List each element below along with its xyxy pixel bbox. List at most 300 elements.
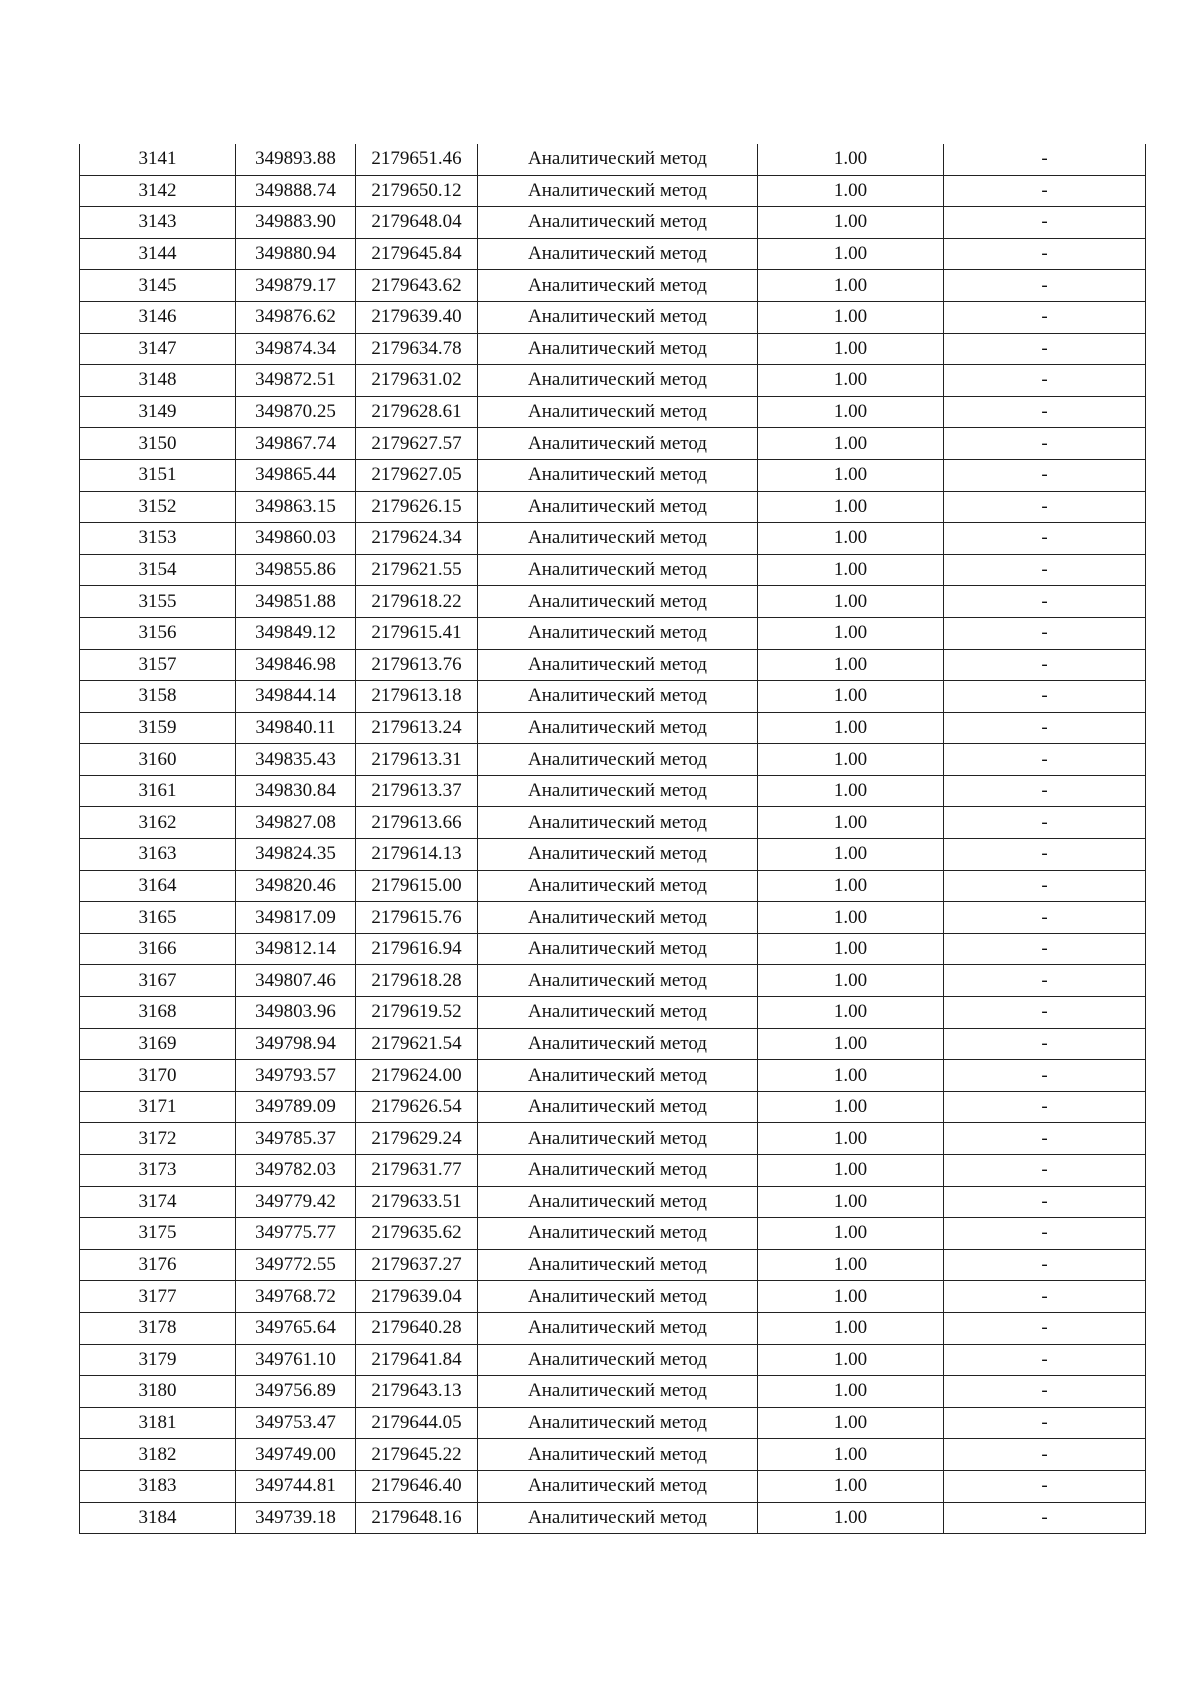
- method-cell: Аналитический метод: [478, 1439, 758, 1471]
- accuracy-cell: 1.00: [758, 870, 944, 902]
- note-cell: -: [944, 396, 1146, 428]
- point-number-cell: 3172: [80, 1123, 236, 1155]
- method-cell: Аналитический метод: [478, 1312, 758, 1344]
- accuracy-cell: 1.00: [758, 1344, 944, 1376]
- x-coordinate-cell: 349883.90: [236, 207, 356, 239]
- x-coordinate-cell: 349865.44: [236, 459, 356, 491]
- note-cell: -: [944, 744, 1146, 776]
- x-coordinate-cell: 349893.88: [236, 144, 356, 175]
- method-cell: Аналитический метод: [478, 1123, 758, 1155]
- table-row: [80, 1281, 1146, 1313]
- x-coordinate-cell: 349782.03: [236, 1155, 356, 1187]
- y-coordinate-cell: 2179613.66: [356, 807, 478, 839]
- accuracy-cell: 1.00: [758, 175, 944, 207]
- note-cell: -: [944, 839, 1146, 871]
- point-number-cell: 3142: [80, 175, 236, 207]
- y-coordinate-cell: 2179645.84: [356, 238, 478, 270]
- method-cell: Аналитический метод: [478, 459, 758, 491]
- accuracy-cell: 1.00: [758, 144, 944, 175]
- x-coordinate-cell: 349789.09: [236, 1091, 356, 1123]
- table-row: [80, 1249, 1146, 1281]
- method-cell: Аналитический метод: [478, 238, 758, 270]
- point-number-cell: 3149: [80, 396, 236, 428]
- accuracy-cell: 1.00: [758, 1470, 944, 1502]
- method-cell: Аналитический метод: [478, 396, 758, 428]
- x-coordinate-cell: 349888.74: [236, 175, 356, 207]
- accuracy-cell: 1.00: [758, 744, 944, 776]
- x-coordinate-cell: 349849.12: [236, 617, 356, 649]
- table-row: [80, 902, 1146, 934]
- y-coordinate-cell: 2179634.78: [356, 333, 478, 365]
- method-cell: Аналитический метод: [478, 933, 758, 965]
- note-cell: -: [944, 1344, 1146, 1376]
- x-coordinate-cell: 349744.81: [236, 1470, 356, 1502]
- point-number-cell: 3174: [80, 1186, 236, 1218]
- point-number-cell: 3173: [80, 1155, 236, 1187]
- x-coordinate-cell: 349867.74: [236, 428, 356, 460]
- y-coordinate-cell: 2179615.00: [356, 870, 478, 902]
- x-coordinate-cell: 349812.14: [236, 933, 356, 965]
- table-row: [80, 1218, 1146, 1250]
- method-cell: Аналитический метод: [478, 428, 758, 460]
- table-row: [80, 681, 1146, 713]
- x-coordinate-cell: 349756.89: [236, 1376, 356, 1408]
- note-cell: -: [944, 1155, 1146, 1187]
- table-row: [80, 365, 1146, 397]
- x-coordinate-cell: 349880.94: [236, 238, 356, 270]
- table-row: [80, 1312, 1146, 1344]
- x-coordinate-cell: 349824.35: [236, 839, 356, 871]
- y-coordinate-cell: 2179645.22: [356, 1439, 478, 1471]
- method-cell: Аналитический метод: [478, 744, 758, 776]
- accuracy-cell: 1.00: [758, 775, 944, 807]
- y-coordinate-cell: 2179648.16: [356, 1502, 478, 1534]
- table-row: [80, 1060, 1146, 1092]
- x-coordinate-cell: 349798.94: [236, 1028, 356, 1060]
- table-row: [80, 207, 1146, 239]
- y-coordinate-cell: 2179631.77: [356, 1155, 478, 1187]
- y-coordinate-cell: 2179640.28: [356, 1312, 478, 1344]
- accuracy-cell: 1.00: [758, 649, 944, 681]
- method-cell: Аналитический метод: [478, 1249, 758, 1281]
- y-coordinate-cell: 2179643.62: [356, 270, 478, 302]
- point-number-cell: 3145: [80, 270, 236, 302]
- x-coordinate-cell: 349793.57: [236, 1060, 356, 1092]
- table-row: [80, 238, 1146, 270]
- note-cell: -: [944, 207, 1146, 239]
- accuracy-cell: 1.00: [758, 807, 944, 839]
- note-cell: -: [944, 933, 1146, 965]
- accuracy-cell: 1.00: [758, 270, 944, 302]
- point-number-cell: 3148: [80, 365, 236, 397]
- y-coordinate-cell: 2179650.12: [356, 175, 478, 207]
- x-coordinate-cell: 349807.46: [236, 965, 356, 997]
- x-coordinate-cell: 349785.37: [236, 1123, 356, 1155]
- accuracy-cell: 1.00: [758, 554, 944, 586]
- point-number-cell: 3171: [80, 1091, 236, 1123]
- note-cell: -: [944, 238, 1146, 270]
- note-cell: -: [944, 965, 1146, 997]
- accuracy-cell: 1.00: [758, 1091, 944, 1123]
- x-coordinate-cell: 349855.86: [236, 554, 356, 586]
- x-coordinate-cell: 349874.34: [236, 333, 356, 365]
- x-coordinate-cell: 349779.42: [236, 1186, 356, 1218]
- table-row: [80, 428, 1146, 460]
- note-cell: -: [944, 681, 1146, 713]
- point-number-cell: 3143: [80, 207, 236, 239]
- method-cell: Аналитический метод: [478, 270, 758, 302]
- table-row: [80, 1344, 1146, 1376]
- table-row: [80, 997, 1146, 1029]
- point-number-cell: 3167: [80, 965, 236, 997]
- table-row: [80, 870, 1146, 902]
- table-row: [80, 396, 1146, 428]
- note-cell: -: [944, 428, 1146, 460]
- x-coordinate-cell: 349876.62: [236, 301, 356, 333]
- note-cell: -: [944, 1439, 1146, 1471]
- point-number-cell: 3158: [80, 681, 236, 713]
- accuracy-cell: 1.00: [758, 1502, 944, 1534]
- table-row: [80, 617, 1146, 649]
- point-number-cell: 3162: [80, 807, 236, 839]
- y-coordinate-cell: 2179613.76: [356, 649, 478, 681]
- x-coordinate-cell: 349879.17: [236, 270, 356, 302]
- accuracy-cell: 1.00: [758, 491, 944, 523]
- x-coordinate-cell: 349830.84: [236, 775, 356, 807]
- method-cell: Аналитический метод: [478, 1376, 758, 1408]
- point-number-cell: 3165: [80, 902, 236, 934]
- x-coordinate-cell: 349753.47: [236, 1407, 356, 1439]
- coordinates-table: [79, 144, 1146, 1534]
- y-coordinate-cell: 2179613.24: [356, 712, 478, 744]
- table-row: [80, 1407, 1146, 1439]
- note-cell: -: [944, 649, 1146, 681]
- y-coordinate-cell: 2179633.51: [356, 1186, 478, 1218]
- method-cell: Аналитический метод: [478, 1470, 758, 1502]
- accuracy-cell: 1.00: [758, 207, 944, 239]
- accuracy-cell: 1.00: [758, 997, 944, 1029]
- note-cell: -: [944, 1218, 1146, 1250]
- method-cell: Аналитический метод: [478, 839, 758, 871]
- method-cell: Аналитический метод: [478, 1218, 758, 1250]
- table-row: [80, 649, 1146, 681]
- note-cell: -: [944, 1470, 1146, 1502]
- accuracy-cell: 1.00: [758, 396, 944, 428]
- note-cell: -: [944, 491, 1146, 523]
- method-cell: Аналитический метод: [478, 365, 758, 397]
- table-row: [80, 1439, 1146, 1471]
- point-number-cell: 3163: [80, 839, 236, 871]
- note-cell: -: [944, 1028, 1146, 1060]
- point-number-cell: 3178: [80, 1312, 236, 1344]
- method-cell: Аналитический метод: [478, 491, 758, 523]
- note-cell: -: [944, 175, 1146, 207]
- x-coordinate-cell: 349772.55: [236, 1249, 356, 1281]
- accuracy-cell: 1.00: [758, 1218, 944, 1250]
- point-number-cell: 3156: [80, 617, 236, 649]
- y-coordinate-cell: 2179615.76: [356, 902, 478, 934]
- y-coordinate-cell: 2179627.57: [356, 428, 478, 460]
- method-cell: Аналитический метод: [478, 649, 758, 681]
- point-number-cell: 3184: [80, 1502, 236, 1534]
- note-cell: -: [944, 775, 1146, 807]
- method-cell: Аналитический метод: [478, 1060, 758, 1092]
- y-coordinate-cell: 2179621.54: [356, 1028, 478, 1060]
- accuracy-cell: 1.00: [758, 365, 944, 397]
- y-coordinate-cell: 2179626.54: [356, 1091, 478, 1123]
- y-coordinate-cell: 2179619.52: [356, 997, 478, 1029]
- note-cell: -: [944, 301, 1146, 333]
- x-coordinate-cell: 349761.10: [236, 1344, 356, 1376]
- x-coordinate-cell: 349863.15: [236, 491, 356, 523]
- method-cell: Аналитический метод: [478, 712, 758, 744]
- method-cell: Аналитический метод: [478, 617, 758, 649]
- y-coordinate-cell: 2179624.00: [356, 1060, 478, 1092]
- method-cell: Аналитический метод: [478, 1155, 758, 1187]
- method-cell: Аналитический метод: [478, 1091, 758, 1123]
- accuracy-cell: 1.00: [758, 459, 944, 491]
- x-coordinate-cell: 349844.14: [236, 681, 356, 713]
- x-coordinate-cell: 349827.08: [236, 807, 356, 839]
- table-row: [80, 839, 1146, 871]
- note-cell: -: [944, 712, 1146, 744]
- y-coordinate-cell: 2179635.62: [356, 1218, 478, 1250]
- x-coordinate-cell: 349817.09: [236, 902, 356, 934]
- note-cell: -: [944, 459, 1146, 491]
- y-coordinate-cell: 2179615.41: [356, 617, 478, 649]
- x-coordinate-cell: 349765.64: [236, 1312, 356, 1344]
- point-number-cell: 3166: [80, 933, 236, 965]
- accuracy-cell: 1.00: [758, 902, 944, 934]
- table-row: [80, 712, 1146, 744]
- y-coordinate-cell: 2179629.24: [356, 1123, 478, 1155]
- method-cell: Аналитический метод: [478, 175, 758, 207]
- point-number-cell: 3161: [80, 775, 236, 807]
- point-number-cell: 3175: [80, 1218, 236, 1250]
- method-cell: Аналитический метод: [478, 1502, 758, 1534]
- y-coordinate-cell: 2179624.34: [356, 523, 478, 555]
- point-number-cell: 3164: [80, 870, 236, 902]
- method-cell: Аналитический метод: [478, 207, 758, 239]
- x-coordinate-cell: 349860.03: [236, 523, 356, 555]
- method-cell: Аналитический метод: [478, 523, 758, 555]
- point-number-cell: 3154: [80, 554, 236, 586]
- x-coordinate-cell: 349775.77: [236, 1218, 356, 1250]
- note-cell: -: [944, 554, 1146, 586]
- note-cell: -: [944, 144, 1146, 175]
- accuracy-cell: 1.00: [758, 1376, 944, 1408]
- point-number-cell: 3147: [80, 333, 236, 365]
- note-cell: -: [944, 365, 1146, 397]
- point-number-cell: 3181: [80, 1407, 236, 1439]
- table-row: [80, 523, 1146, 555]
- accuracy-cell: 1.00: [758, 1281, 944, 1313]
- table-row: [80, 554, 1146, 586]
- accuracy-cell: 1.00: [758, 1123, 944, 1155]
- method-cell: Аналитический метод: [478, 333, 758, 365]
- y-coordinate-cell: 2179639.04: [356, 1281, 478, 1313]
- y-coordinate-cell: 2179614.13: [356, 839, 478, 871]
- accuracy-cell: 1.00: [758, 333, 944, 365]
- table-row: [80, 586, 1146, 618]
- y-coordinate-cell: 2179626.15: [356, 491, 478, 523]
- x-coordinate-cell: 349835.43: [236, 744, 356, 776]
- table-row: [80, 144, 1146, 175]
- point-number-cell: 3151: [80, 459, 236, 491]
- accuracy-cell: 1.00: [758, 965, 944, 997]
- point-number-cell: 3144: [80, 238, 236, 270]
- table-row: [80, 933, 1146, 965]
- table-row: [80, 1376, 1146, 1408]
- coordinates-table-body: [80, 144, 1146, 1534]
- y-coordinate-cell: 2179627.05: [356, 459, 478, 491]
- note-cell: -: [944, 997, 1146, 1029]
- x-coordinate-cell: 349768.72: [236, 1281, 356, 1313]
- accuracy-cell: 1.00: [758, 712, 944, 744]
- x-coordinate-cell: 349851.88: [236, 586, 356, 618]
- table-row: [80, 459, 1146, 491]
- point-number-cell: 3159: [80, 712, 236, 744]
- note-cell: -: [944, 1312, 1146, 1344]
- table-row: [80, 1155, 1146, 1187]
- y-coordinate-cell: 2179639.40: [356, 301, 478, 333]
- note-cell: -: [944, 1060, 1146, 1092]
- x-coordinate-cell: 349872.51: [236, 365, 356, 397]
- point-number-cell: 3170: [80, 1060, 236, 1092]
- method-cell: Аналитический метод: [478, 997, 758, 1029]
- y-coordinate-cell: 2179618.28: [356, 965, 478, 997]
- x-coordinate-cell: 349749.00: [236, 1439, 356, 1471]
- accuracy-cell: 1.00: [758, 681, 944, 713]
- accuracy-cell: 1.00: [758, 1060, 944, 1092]
- accuracy-cell: 1.00: [758, 238, 944, 270]
- table-row: [80, 744, 1146, 776]
- y-coordinate-cell: 2179643.13: [356, 1376, 478, 1408]
- table-row: [80, 807, 1146, 839]
- method-cell: Аналитический метод: [478, 144, 758, 175]
- y-coordinate-cell: 2179628.61: [356, 396, 478, 428]
- x-coordinate-cell: 349803.96: [236, 997, 356, 1029]
- table-row: [80, 1502, 1146, 1534]
- point-number-cell: 3150: [80, 428, 236, 460]
- table-row: [80, 1123, 1146, 1155]
- note-cell: -: [944, 1281, 1146, 1313]
- x-coordinate-cell: 349870.25: [236, 396, 356, 428]
- y-coordinate-cell: 2179616.94: [356, 933, 478, 965]
- accuracy-cell: 1.00: [758, 586, 944, 618]
- note-cell: -: [944, 1502, 1146, 1534]
- y-coordinate-cell: 2179618.22: [356, 586, 478, 618]
- point-number-cell: 3146: [80, 301, 236, 333]
- point-number-cell: 3153: [80, 523, 236, 555]
- y-coordinate-cell: 2179641.84: [356, 1344, 478, 1376]
- y-coordinate-cell: 2179621.55: [356, 554, 478, 586]
- table-row: [80, 1470, 1146, 1502]
- accuracy-cell: 1.00: [758, 1028, 944, 1060]
- accuracy-cell: 1.00: [758, 523, 944, 555]
- y-coordinate-cell: 2179644.05: [356, 1407, 478, 1439]
- note-cell: -: [944, 617, 1146, 649]
- method-cell: Аналитический метод: [478, 965, 758, 997]
- note-cell: -: [944, 1186, 1146, 1218]
- accuracy-cell: 1.00: [758, 428, 944, 460]
- point-number-cell: 3176: [80, 1249, 236, 1281]
- y-coordinate-cell: 2179637.27: [356, 1249, 478, 1281]
- accuracy-cell: 1.00: [758, 933, 944, 965]
- note-cell: -: [944, 333, 1146, 365]
- note-cell: -: [944, 270, 1146, 302]
- point-number-cell: 3160: [80, 744, 236, 776]
- accuracy-cell: 1.00: [758, 617, 944, 649]
- y-coordinate-cell: 2179613.37: [356, 775, 478, 807]
- method-cell: Аналитический метод: [478, 1186, 758, 1218]
- accuracy-cell: 1.00: [758, 1155, 944, 1187]
- point-number-cell: 3155: [80, 586, 236, 618]
- accuracy-cell: 1.00: [758, 1249, 944, 1281]
- method-cell: Аналитический метод: [478, 681, 758, 713]
- table-row: [80, 775, 1146, 807]
- point-number-cell: 3169: [80, 1028, 236, 1060]
- method-cell: Аналитический метод: [478, 1028, 758, 1060]
- y-coordinate-cell: 2179648.04: [356, 207, 478, 239]
- method-cell: Аналитический метод: [478, 301, 758, 333]
- y-coordinate-cell: 2179613.31: [356, 744, 478, 776]
- y-coordinate-cell: 2179646.40: [356, 1470, 478, 1502]
- table-row: [80, 491, 1146, 523]
- point-number-cell: 3183: [80, 1470, 236, 1502]
- point-number-cell: 3141: [80, 144, 236, 175]
- method-cell: Аналитический метод: [478, 1344, 758, 1376]
- note-cell: -: [944, 523, 1146, 555]
- method-cell: Аналитический метод: [478, 775, 758, 807]
- method-cell: Аналитический метод: [478, 902, 758, 934]
- y-coordinate-cell: 2179651.46: [356, 144, 478, 175]
- x-coordinate-cell: 349846.98: [236, 649, 356, 681]
- x-coordinate-cell: 349739.18: [236, 1502, 356, 1534]
- accuracy-cell: 1.00: [758, 1439, 944, 1471]
- note-cell: -: [944, 1407, 1146, 1439]
- accuracy-cell: 1.00: [758, 1312, 944, 1344]
- table-row: [80, 175, 1146, 207]
- accuracy-cell: 1.00: [758, 1186, 944, 1218]
- table-row: [80, 333, 1146, 365]
- x-coordinate-cell: 349840.11: [236, 712, 356, 744]
- method-cell: Аналитический метод: [478, 1407, 758, 1439]
- note-cell: -: [944, 902, 1146, 934]
- y-coordinate-cell: 2179613.18: [356, 681, 478, 713]
- note-cell: -: [944, 1376, 1146, 1408]
- point-number-cell: 3152: [80, 491, 236, 523]
- point-number-cell: 3168: [80, 997, 236, 1029]
- accuracy-cell: 1.00: [758, 301, 944, 333]
- point-number-cell: 3179: [80, 1344, 236, 1376]
- method-cell: Аналитический метод: [478, 586, 758, 618]
- table-row: [80, 1091, 1146, 1123]
- note-cell: -: [944, 1091, 1146, 1123]
- x-coordinate-cell: 349820.46: [236, 870, 356, 902]
- table-row: [80, 1028, 1146, 1060]
- point-number-cell: 3157: [80, 649, 236, 681]
- point-number-cell: 3182: [80, 1439, 236, 1471]
- accuracy-cell: 1.00: [758, 1407, 944, 1439]
- accuracy-cell: 1.00: [758, 839, 944, 871]
- method-cell: Аналитический метод: [478, 554, 758, 586]
- y-coordinate-cell: 2179631.02: [356, 365, 478, 397]
- point-number-cell: 3180: [80, 1376, 236, 1408]
- note-cell: -: [944, 870, 1146, 902]
- method-cell: Аналитический метод: [478, 807, 758, 839]
- table-row: [80, 965, 1146, 997]
